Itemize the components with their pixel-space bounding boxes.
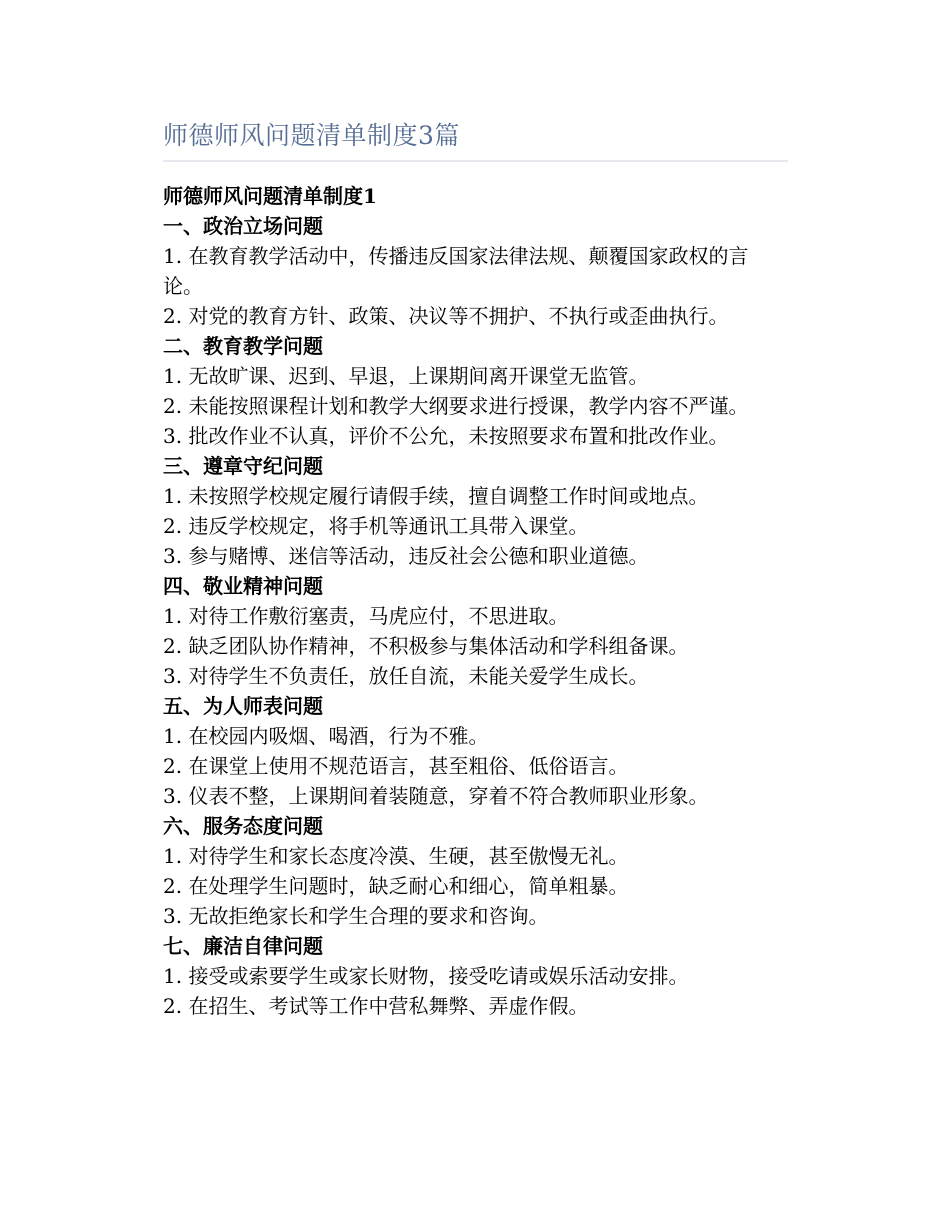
article-subtitle: 师德师风问题清单制度1 bbox=[163, 184, 377, 208]
list-item: 1. 对待学生和家长态度冷漠、生硬，甚至傲慢无礼。 bbox=[163, 844, 629, 868]
list-item: 1. 在校园内吸烟、喝酒，行为不雅。 bbox=[163, 724, 489, 748]
document-title: 师德师风问题清单制度3篇 bbox=[163, 121, 460, 150]
list-item: 1. 无故旷课、迟到、早退，上课期间离开课堂无监管。 bbox=[163, 364, 649, 388]
list-item: 3. 无故拒绝家长和学生合理的要求和咨询。 bbox=[163, 904, 549, 928]
list-item: 2. 对党的教育方针、政策、决议等不拥护、不执行或歪曲执行。 bbox=[163, 304, 729, 328]
list-item: 2. 在招生、考试等工作中营私舞弊、弄虚作假。 bbox=[163, 994, 589, 1018]
section-heading: 一、政治立场问题 bbox=[163, 214, 323, 238]
list-item: 1. 未按照学校规定履行请假手续，擅自调整工作时间或地点。 bbox=[163, 484, 709, 508]
list-item: 2. 缺乏团队协作精神，不积极参与集体活动和学科组备课。 bbox=[163, 634, 689, 658]
section-heading: 四、敬业精神问题 bbox=[163, 574, 323, 598]
list-item: 2. 违反学校规定，将手机等通讯工具带入课堂。 bbox=[163, 514, 589, 538]
list-item: 3. 参与赌博、迷信等活动，违反社会公德和职业道德。 bbox=[163, 544, 649, 568]
list-item: 1. 接受或索要学生或家长财物，接受吃请或娱乐活动安排。 bbox=[163, 964, 689, 988]
list-item: 3. 仪表不整，上课期间着装随意，穿着不符合教师职业形象。 bbox=[163, 784, 709, 808]
section-heading: 七、廉洁自律问题 bbox=[163, 934, 323, 958]
list-item: 1. 在教育教学活动中，传播违反国家法律法规、颠覆国家政权的言论。 bbox=[163, 244, 749, 298]
list-item: 2. 未能按照课程计划和教学大纲要求进行授课，教学内容不严谨。 bbox=[163, 394, 749, 418]
list-item: 3. 对待学生不负责任，放任自流，未能关爱学生成长。 bbox=[163, 664, 649, 688]
section-heading: 五、为人师表问题 bbox=[163, 694, 323, 718]
list-item: 1. 对待工作敷衍塞责，马虎应付，不思进取。 bbox=[163, 604, 569, 628]
list-item: 2. 在课堂上使用不规范语言，甚至粗俗、低俗语言。 bbox=[163, 754, 629, 778]
list-item: 3. 批改作业不认真，评价不公允，未按照要求布置和批改作业。 bbox=[163, 424, 729, 448]
title-divider bbox=[163, 160, 788, 162]
document-body bbox=[163, 181, 788, 1021]
section-heading: 三、遵章守纪问题 bbox=[163, 454, 323, 478]
list-item: 2. 在处理学生问题时，缺乏耐心和细心，简单粗暴。 bbox=[163, 874, 629, 898]
section-heading: 二、教育教学问题 bbox=[163, 334, 323, 358]
section-heading: 六、服务态度问题 bbox=[163, 814, 323, 838]
